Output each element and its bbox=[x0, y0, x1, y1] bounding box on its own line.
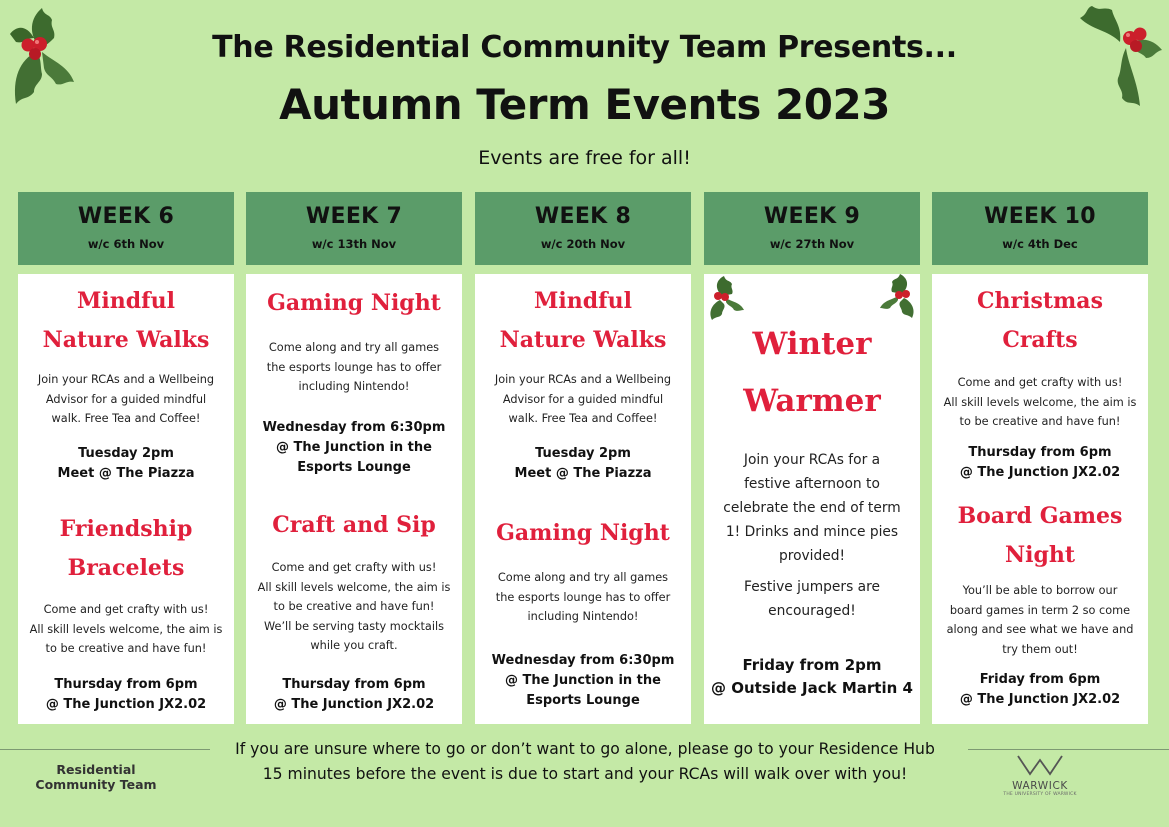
description-line: Come and get crafty with us! bbox=[43, 603, 209, 616]
description-line: while you craft. bbox=[310, 639, 398, 652]
event-card bbox=[18, 274, 234, 724]
event-card bbox=[932, 274, 1148, 724]
event-description bbox=[932, 373, 1148, 432]
event-title-line: Crafts bbox=[1002, 327, 1078, 353]
description-line: Join your RCAs and a Wellbeing bbox=[37, 373, 215, 386]
event-time bbox=[18, 444, 234, 484]
week-commencing: w/c 6th Nov bbox=[87, 237, 165, 251]
event-description bbox=[704, 575, 920, 623]
event-title-line: Mindful bbox=[77, 288, 175, 314]
week-label: WEEK 7 bbox=[305, 204, 403, 229]
time-line: Thursday from 6pm bbox=[54, 677, 198, 692]
event-title-line: Night bbox=[1004, 542, 1075, 568]
footer-line: If you are unsure where to go or don’t want to go alone, please go to your Residence Hub bbox=[235, 740, 935, 758]
week-label: WEEK 6 bbox=[77, 204, 175, 229]
description-line: All skill levels welcome, the aim is bbox=[943, 395, 1137, 409]
description-line: the esports lounge has to offer bbox=[495, 590, 671, 604]
footer-divider bbox=[0, 749, 210, 750]
week-commencing: w/c 13th Nov bbox=[311, 237, 397, 251]
event-title-line: Board Games bbox=[957, 503, 1123, 529]
holly-icon bbox=[706, 276, 746, 320]
week-header bbox=[18, 192, 234, 265]
time-line: @ The Junction JX2.02 bbox=[45, 697, 207, 712]
time-line: @ The Junction JX2.02 bbox=[959, 465, 1121, 480]
event-title bbox=[475, 514, 691, 553]
time-line: Meet @ The Piazza bbox=[57, 466, 195, 481]
week-header bbox=[932, 192, 1148, 265]
event-title-line: Craft and Sip bbox=[272, 512, 436, 538]
description-line: Come and get crafty with us! bbox=[957, 376, 1123, 389]
event-title-line: Winter bbox=[752, 326, 872, 362]
event-title-line: Gaming Night bbox=[496, 520, 670, 546]
event-block bbox=[18, 282, 234, 360]
event-title-line: Nature Walks bbox=[42, 327, 210, 353]
footer-line: 15 minutes before the event is due to start and your RCAs will walk over with you! bbox=[262, 765, 908, 783]
description-line: Join your RCAs and a Wellbeing bbox=[494, 373, 672, 386]
event-block bbox=[932, 282, 1148, 360]
logo-line: Residential bbox=[56, 762, 136, 777]
warwick-logo bbox=[996, 752, 1084, 797]
residential-community-team-logo bbox=[26, 762, 166, 792]
event-title bbox=[932, 497, 1148, 575]
description-line: 1! Drinks and mince pies bbox=[725, 524, 899, 540]
description-line: walk. Free Tea and Coffee! bbox=[51, 412, 201, 425]
page-title: Autumn Term Events 2023 bbox=[279, 80, 890, 129]
footer-note bbox=[215, 737, 955, 787]
event-title bbox=[704, 316, 920, 430]
description-line: including Nintendo! bbox=[527, 610, 639, 623]
event-block bbox=[932, 497, 1148, 575]
event-title bbox=[18, 510, 234, 588]
subtitle: Events are free for all! bbox=[478, 147, 691, 169]
description-line: Come along and try all games bbox=[497, 571, 669, 584]
presenter-heading: The Residential Community Team Presents... bbox=[212, 30, 957, 65]
description-line: to be creative and have fun! bbox=[45, 642, 207, 655]
week-header bbox=[246, 192, 462, 265]
event-description bbox=[475, 370, 691, 429]
week-label: WEEK 8 bbox=[534, 204, 632, 229]
description-line: You’ll be able to borrow our bbox=[962, 584, 1118, 597]
warwick-subtitle: THE UNIVERSITY OF WARWICK bbox=[1003, 792, 1077, 797]
description-line: to be creative and have fun! bbox=[273, 600, 435, 613]
week-label: WEEK 9 bbox=[763, 204, 861, 229]
event-title-line: Warmer bbox=[743, 383, 881, 419]
description-line: encouraged! bbox=[768, 603, 856, 619]
description-line: including Nintendo! bbox=[298, 380, 410, 393]
event-block bbox=[18, 510, 234, 588]
event-time bbox=[475, 444, 691, 484]
week-commencing: w/c 27th Nov bbox=[769, 237, 855, 251]
time-line: Wednesday from 6:30pm bbox=[262, 420, 446, 435]
description-line: the esports lounge has to offer bbox=[266, 360, 442, 374]
description-line: celebrate the end of term bbox=[723, 500, 901, 516]
time-line: Friday from 2pm bbox=[742, 656, 882, 674]
event-description bbox=[18, 370, 234, 429]
week-header bbox=[704, 192, 920, 265]
event-block bbox=[704, 316, 920, 430]
event-time bbox=[475, 651, 691, 711]
footer-divider bbox=[968, 749, 1169, 750]
description-line: Advisor for a guided mindful bbox=[502, 392, 664, 406]
time-line: Wednesday from 6:30pm bbox=[491, 653, 675, 668]
description-line: provided! bbox=[778, 548, 846, 564]
event-description bbox=[932, 581, 1148, 659]
time-line: Esports Lounge bbox=[526, 693, 640, 708]
description-line: festive afternoon to bbox=[744, 476, 880, 492]
time-line: @ Outside Jack Martin 4 bbox=[711, 679, 913, 697]
time-line: @ The Junction JX2.02 bbox=[959, 692, 1121, 707]
event-title bbox=[18, 282, 234, 360]
time-line: Esports Lounge bbox=[297, 460, 411, 475]
event-title bbox=[246, 506, 462, 545]
description-line: Come and get crafty with us! bbox=[271, 561, 437, 574]
description-line: Festive jumpers are bbox=[744, 579, 880, 595]
description-line: All skill levels welcome, the aim is bbox=[257, 580, 451, 594]
time-line: Tuesday 2pm bbox=[535, 446, 631, 461]
event-title-line: Nature Walks bbox=[499, 327, 667, 353]
event-title-line: Bracelets bbox=[67, 555, 185, 581]
warwick-wordmark: WARWICK bbox=[1012, 780, 1068, 792]
description-line: Advisor for a guided mindful bbox=[45, 392, 207, 406]
event-description bbox=[18, 600, 234, 659]
time-line: @ The Junction JX2.02 bbox=[273, 697, 435, 712]
week-label: WEEK 10 bbox=[984, 204, 1096, 229]
event-description bbox=[246, 558, 462, 656]
event-title-line: Christmas bbox=[977, 288, 1103, 314]
event-block bbox=[246, 506, 462, 545]
description-line: All skill levels welcome, the aim is bbox=[29, 622, 223, 636]
event-block bbox=[475, 514, 691, 553]
description-line: board games in term 2 so come bbox=[949, 603, 1131, 617]
event-time bbox=[246, 675, 462, 715]
event-block bbox=[246, 284, 462, 323]
event-title-line: Gaming Night bbox=[267, 290, 441, 316]
event-title bbox=[932, 282, 1148, 360]
event-title-line: Friendship bbox=[59, 516, 193, 542]
event-description bbox=[475, 568, 691, 627]
time-line: Tuesday 2pm bbox=[78, 446, 174, 461]
week-commencing: w/c 4th Dec bbox=[1002, 237, 1078, 251]
event-title-line: Mindful bbox=[534, 288, 632, 314]
time-line: @ The Junction in the bbox=[276, 440, 432, 455]
event-description bbox=[246, 338, 462, 397]
description-line: to be creative and have fun! bbox=[959, 415, 1121, 428]
event-card bbox=[704, 274, 920, 724]
time-line: Thursday from 6pm bbox=[282, 677, 426, 692]
description-line: Come along and try all games bbox=[268, 341, 440, 354]
week-header bbox=[475, 192, 691, 265]
time-line: Meet @ The Piazza bbox=[514, 466, 652, 481]
event-card bbox=[246, 274, 462, 724]
event-description bbox=[704, 448, 920, 568]
time-line: Thursday from 6pm bbox=[968, 445, 1112, 460]
event-card bbox=[475, 274, 691, 724]
description-line: try them out! bbox=[1002, 642, 1078, 656]
week-commencing: w/c 20th Nov bbox=[540, 237, 626, 251]
event-block bbox=[475, 282, 691, 360]
time-line: Friday from 6pm bbox=[979, 672, 1101, 687]
description-line: along and see what we have and bbox=[946, 623, 1134, 636]
description-line: walk. Free Tea and Coffee! bbox=[508, 412, 658, 425]
event-time bbox=[932, 670, 1148, 710]
event-title bbox=[246, 284, 462, 323]
event-time bbox=[932, 443, 1148, 483]
holly-icon bbox=[878, 274, 918, 318]
description-line: Join your RCAs for a bbox=[743, 452, 881, 468]
logo-line: Community Team bbox=[35, 777, 157, 792]
warwick-mark-icon bbox=[1016, 752, 1064, 778]
time-line: @ The Junction in the bbox=[505, 673, 661, 688]
event-time bbox=[18, 675, 234, 715]
event-time bbox=[246, 418, 462, 478]
event-title bbox=[475, 282, 691, 360]
event-time bbox=[704, 654, 920, 700]
description-line: We’ll be serving tasty mocktails bbox=[264, 619, 444, 633]
